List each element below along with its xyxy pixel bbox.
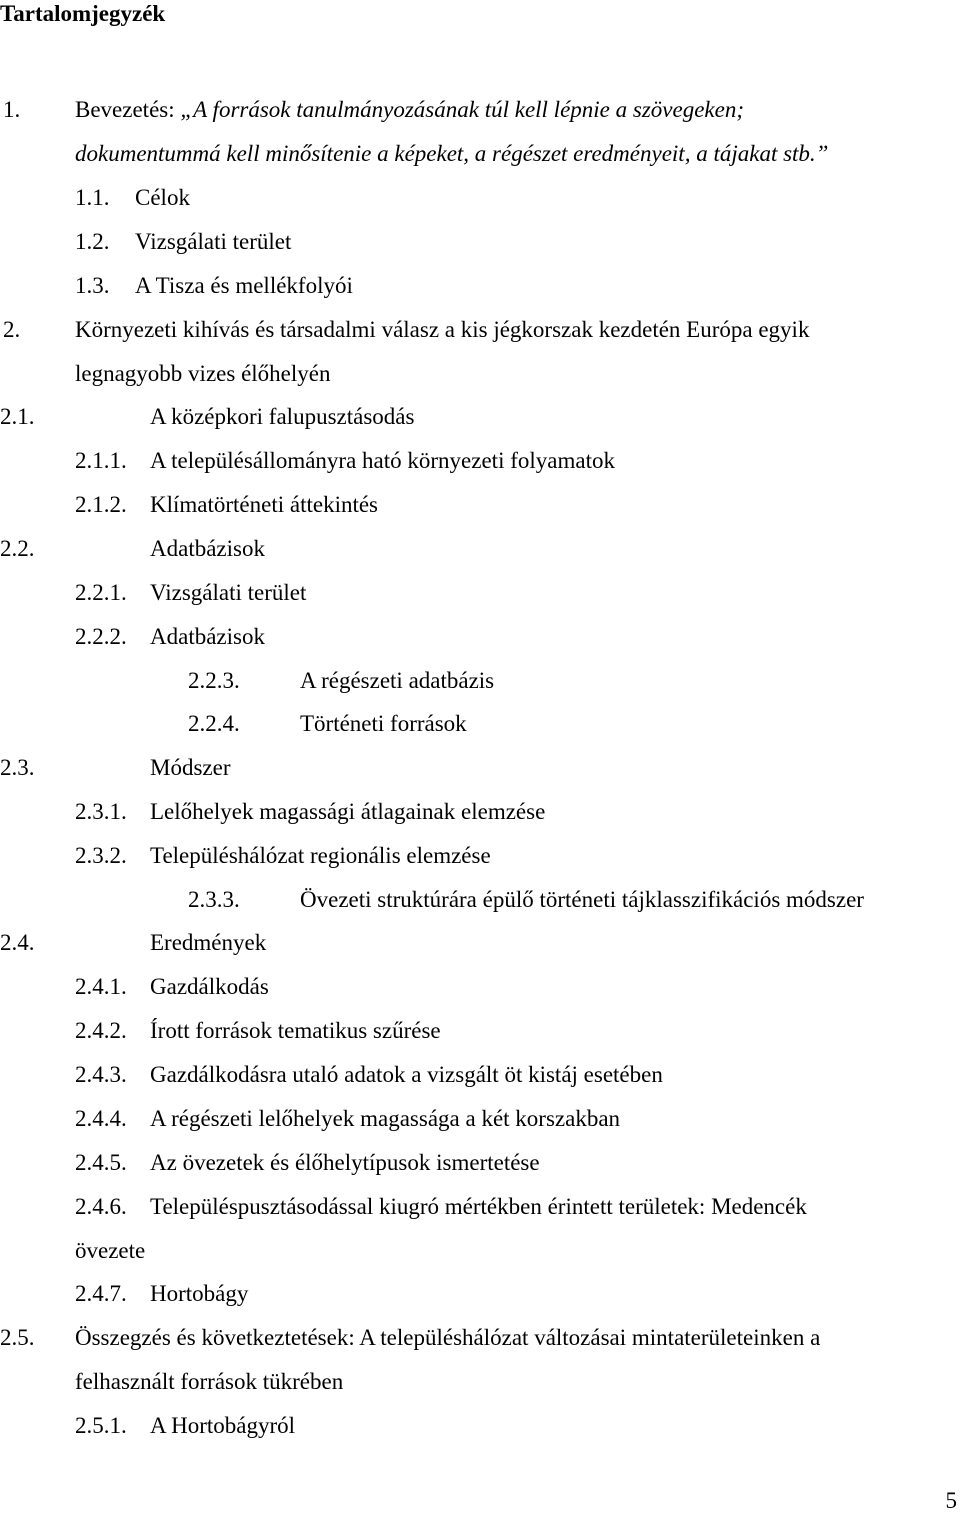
toc-entry-text: Célok bbox=[135, 185, 190, 210]
toc-entry-text: Gazdálkodásra utaló adatok a vizsgált öt kistáj esetében bbox=[150, 1062, 663, 1087]
toc-entry-continuation: legnagyobb vizes élőhelyén bbox=[75, 361, 331, 386]
toc-number: 2.1.2. bbox=[75, 492, 127, 517]
toc-entry-continuation: felhasznált források tükrében bbox=[75, 1369, 344, 1394]
toc-entry-text: Településhálózat regionális elemzése bbox=[150, 843, 491, 868]
toc-number: 2.2.1. bbox=[75, 580, 127, 605]
toc-number: 1. bbox=[3, 97, 21, 122]
toc-entry-text: A településállományra ható környezeti folyamatok bbox=[150, 448, 615, 473]
toc-number: 2.2.2. bbox=[75, 624, 127, 649]
toc-number: 2.3.1. bbox=[75, 799, 127, 824]
toc-title: Tartalomjegyzék bbox=[0, 1, 166, 26]
toc-number: 2.1. bbox=[0, 404, 35, 429]
toc-number: 2.5.1. bbox=[75, 1413, 127, 1438]
toc-entry-text: Településpusztásodással kiugró mértékben érintett területek: Medencék bbox=[150, 1194, 807, 1219]
toc-entry-text: A régészeti adatbázis bbox=[300, 668, 495, 693]
toc-entry-prefix: Bevezetés: bbox=[75, 97, 181, 122]
toc-entry-text: Övezeti struktúrára épülő történeti tájklasszifikációs módszer bbox=[300, 887, 864, 912]
toc-number: 2.4.6. bbox=[75, 1194, 127, 1219]
toc-entry-text: Klímatörténeti áttekintés bbox=[150, 492, 379, 517]
toc-entry-text: Vizsgálati terület bbox=[150, 580, 307, 605]
toc-number: 2.4. bbox=[0, 930, 35, 955]
toc-number: 2.4.5. bbox=[75, 1150, 127, 1175]
toc-entry-text: Írott források tematikus szűrése bbox=[150, 1018, 441, 1043]
toc-number: 2.4.1. bbox=[75, 974, 127, 999]
toc-number: 1.2. bbox=[75, 229, 110, 254]
toc-entry-text: A Hortobágyról bbox=[150, 1413, 296, 1438]
toc-entry-text: Összegzés és következtetések: A településhálózat változásai mintaterületeinken a bbox=[75, 1325, 821, 1350]
toc-number: 2.3.2. bbox=[75, 843, 127, 868]
toc-entry-text: A Tisza és mellékfolyói bbox=[135, 273, 353, 298]
toc-number: 2.2.3. bbox=[188, 668, 240, 693]
toc-entry-continuation: dokumentummá kell minősítenie a képeket, a régészet eredményeit, a tájakat stb.” bbox=[75, 141, 829, 166]
toc-number: 2.4.7. bbox=[75, 1281, 127, 1306]
toc-number: 1.3. bbox=[75, 273, 110, 298]
toc-number: 2.5. bbox=[0, 1325, 35, 1350]
toc-number: 2.3. bbox=[0, 755, 35, 780]
toc-entry-text: Vizsgálati terület bbox=[135, 229, 292, 254]
toc-entry-text: Adatbázisok bbox=[150, 624, 265, 649]
toc-number: 1.1. bbox=[75, 185, 110, 210]
toc-entry-continuation: övezete bbox=[75, 1238, 146, 1263]
toc-number: 2.2. bbox=[0, 536, 35, 561]
toc-entry-text: Környezeti kihívás és társadalmi válasz a kis jégkorszak kezdetén Európa egyik bbox=[75, 317, 810, 342]
toc-number: 2.4.3. bbox=[75, 1062, 127, 1087]
toc-entry-text: Hortobágy bbox=[150, 1281, 249, 1306]
toc-number: 2.4.2. bbox=[75, 1018, 127, 1043]
toc-entry-text: Az övezetek és élőhelytípusok ismertetése bbox=[150, 1150, 540, 1175]
toc-number: 2. bbox=[3, 317, 21, 342]
toc-entry-text: Történeti források bbox=[300, 711, 467, 736]
toc-number: 2.3.3. bbox=[188, 887, 240, 912]
toc-entry-text: Gazdálkodás bbox=[150, 974, 269, 999]
toc-number: 2.4.4. bbox=[75, 1106, 127, 1131]
toc-number: 2.1.1. bbox=[75, 448, 127, 473]
toc-entry-text: A régészeti lelőhelyek magassága a két korszakban bbox=[150, 1106, 621, 1131]
toc-entry-text: Módszer bbox=[150, 755, 231, 780]
toc-entry-text: Lelőhelyek magassági átlagainak elemzése bbox=[150, 799, 546, 824]
toc-entry-text: Eredmények bbox=[150, 930, 267, 955]
toc-entry-text: Adatbázisok bbox=[150, 536, 265, 561]
page-number: 5 bbox=[945, 1488, 957, 1513]
toc-entry-italic: „A források tanulmányozásának túl kell lépnie a szövegeken; bbox=[180, 97, 744, 122]
toc-number: 2.2.4. bbox=[188, 711, 240, 736]
toc-entry-text bbox=[75, 96, 744, 124]
toc-entry-text: A középkori falupusztásodás bbox=[150, 404, 415, 429]
